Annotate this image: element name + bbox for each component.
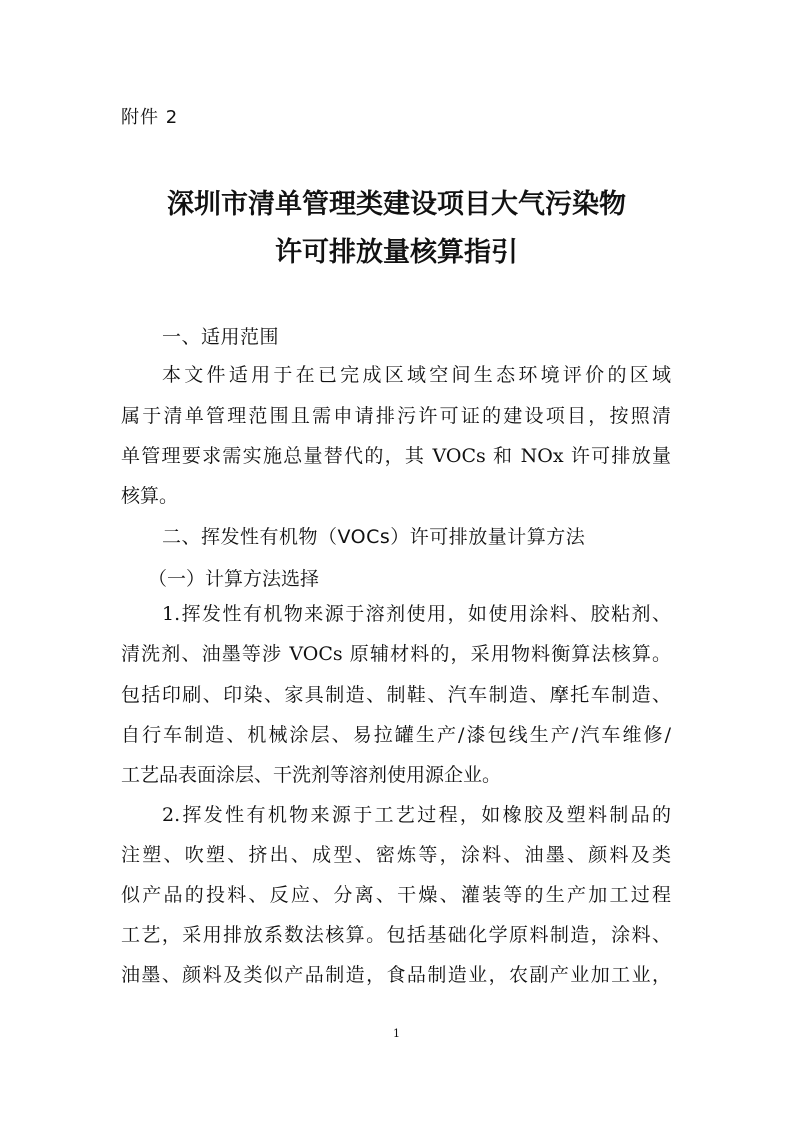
document-title-line-2: 许可排放量核算指引 xyxy=(275,237,518,268)
paragraph-text: 属于清单管理范围且需申请排污许可证的建设项目，按照清 xyxy=(121,405,671,427)
para-2-line-3 xyxy=(121,886,671,905)
attachment-label: 附件 2 xyxy=(121,107,179,128)
paragraph-text: 2.挥发性有机物来源于工艺过程，如橡胶及塑料制品的 xyxy=(162,804,671,826)
section-1-heading: 一、适用范围 xyxy=(162,326,280,348)
document-title-line-1: 深圳市清单管理类建设项目大气污染物 xyxy=(167,189,626,220)
page-number: 1 xyxy=(393,1027,400,1040)
section-1-line-2 xyxy=(121,407,671,426)
para-1-line-3 xyxy=(121,686,671,705)
para-2-line-1 xyxy=(162,806,671,825)
paragraph-text: 单管理要求需实施总量替代的，其 VOCs 和 NOx 许可排放量 xyxy=(121,445,671,467)
section-1-line-3 xyxy=(121,447,671,466)
para-1-line-1 xyxy=(162,605,671,624)
section-2-subheading: （一）计算方法选择 xyxy=(148,568,320,590)
section-1-line-1 xyxy=(162,366,671,385)
paragraph-text: 自行车制造、机械涂层、易拉罐生产/漆包线生产/汽车维修/ xyxy=(121,724,671,746)
paragraph-text: 本文件适用于在已完成区域空间生态环境评价的区域 xyxy=(162,364,671,386)
para-2-line-5 xyxy=(121,966,671,985)
paragraph-text: 油墨、颜料及类似产品制造，食品制造业，农副产业加工业， xyxy=(121,964,671,986)
paragraph-text: 清洗剂、油墨等涉 VOCs 原辅材料的，采用物料衡算法核算。 xyxy=(121,643,671,665)
paragraph-text: 1.挥发性有机物来源于溶剂使用，如使用涂料、胶粘剂、 xyxy=(162,603,671,625)
section-1-line-4: 核算。 xyxy=(121,485,179,507)
paragraph-text: 注塑、吹塑、挤出、成型、密炼等，涂料、油墨、颜料及类 xyxy=(121,844,671,866)
para-2-line-2 xyxy=(121,846,671,865)
paragraph-text: 包括印刷、印染、家具制造、制鞋、汽车制造、摩托车制造、 xyxy=(121,684,671,706)
paragraph-text: 工艺，采用排放系数法核算。包括基础化学原料制造，涂料、 xyxy=(121,924,671,946)
para-1-line-4 xyxy=(121,726,671,745)
para-2-line-4 xyxy=(121,926,671,945)
para-1-line-5: 工艺品表面涂层、干洗剂等溶剂使用源企业。 xyxy=(121,764,502,786)
paragraph-text: 似产品的投料、反应、分离、干燥、灌装等的生产加工过程 xyxy=(121,884,671,906)
para-1-line-2 xyxy=(121,645,671,664)
section-2-heading: 二、挥发性有机物（VOCs）许可排放量计算方法 xyxy=(162,526,586,548)
